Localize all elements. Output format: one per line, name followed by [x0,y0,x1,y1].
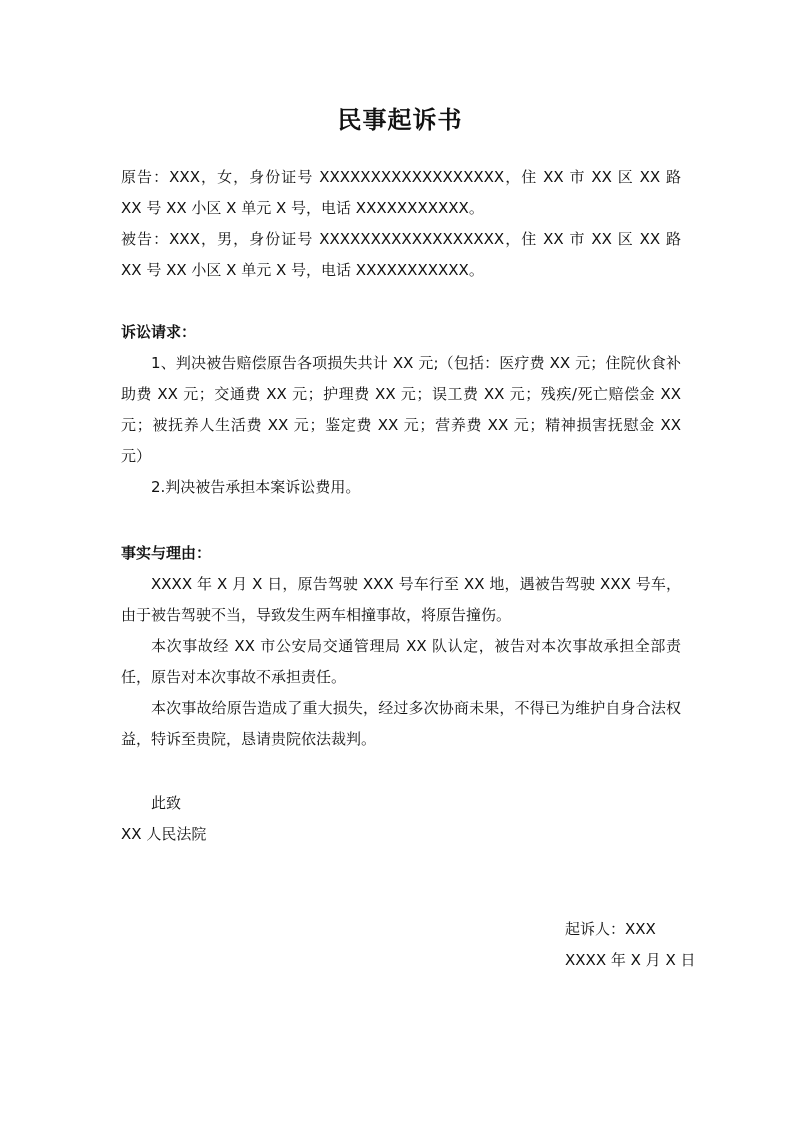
facts-heading: 事实与理由： [121,544,212,562]
closing-section [121,788,681,850]
claims-heading: 诉讼请求： [121,323,197,341]
facts-paragraph-2: 本次事故经 XX 市公安局交通管理局 XX 队认定，被告对本次事故承担全部责任，原告对本次事故不承担责任。 [121,637,681,686]
court-name: XX 人民法院 [121,825,207,843]
signature-date: XXXX 年 X 月 X 日 [565,951,696,969]
claims-section [121,317,681,503]
document-title: 民事起诉书 [337,106,463,134]
closing-salutation: 此致 [151,794,182,812]
facts-paragraph-3: 本次事故给原告造成了重大损失，经过多次协商未果，不得已为维护自身合法权益，特诉至贵院，恳请贵院依法裁判。 [121,699,681,748]
facts-paragraph-1: XXXX 年 X 月 X 日，原告驾驶 XXX 号车行至 XX 地，遇被告驾驶 XXX 号车，由于被告驾驶不当，导致发生两车相撞事故，将原告撞伤。 [121,575,681,624]
plaintiff-info: 原告：XXX，女，身份证号 XXXXXXXXXXXXXXXXXX，住 XX 市 XX 区 XX 路 XX 号 XX 小区 X 单元 X 号，电话 XXXXXXXXXXX。 [121,168,681,217]
claim-item-2: 2.判决被告承担本案诉讼费用。 [151,478,361,496]
signature-plaintiff: 起诉人：XXX [565,920,656,938]
parties-section [121,162,681,286]
defendant-info: 被告：XXX，男，身份证号 XXXXXXXXXXXXXXXXXX，住 XX 市 XX 区 XX 路 XX 号 XX 小区 X 单元 X 号，电话 XXXXXXXXXXX。 [121,230,681,279]
claim-item-1: 1、判决被告赔偿原告各项损失共计 XX 元;（包括：医疗费 XX 元；住院伙食补助费 XX 元；交通费 XX 元；护理费 XX 元；误工费 XX 元；残疾/死亡赔偿金 XX 元；被抚养人生活费 XX 元；鉴定费 XX 元；营养费 XX 元；精神损害抚慰金 XX 元） [121,354,681,465]
facts-section [121,538,681,755]
